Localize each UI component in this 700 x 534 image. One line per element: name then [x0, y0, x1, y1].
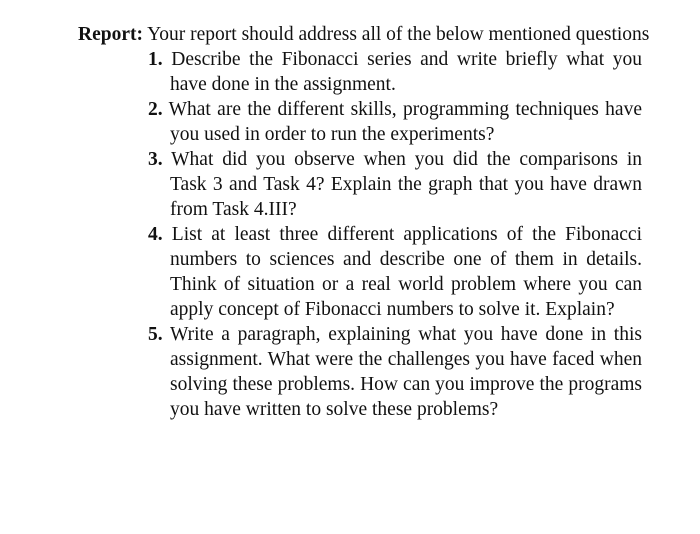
- report-section: [78, 22, 650, 422]
- question-number: 1.: [148, 49, 163, 70]
- question-item: [148, 47, 642, 97]
- question-number: 5.: [148, 324, 163, 345]
- question-item: [148, 322, 642, 422]
- report-intro-text: Your report should address all of the below mentioned questions: [147, 24, 650, 45]
- question-item: [148, 147, 642, 222]
- question-text: Describe the Fibonacci series and write briefly what you have done in the assignment.: [170, 49, 642, 95]
- question-text: What did you observe when you did the comparisons in Task 3 and Task 4? Explain the graph that you have drawn from Task 4.III?: [170, 149, 643, 220]
- question-item: [148, 222, 642, 322]
- question-number: 2.: [148, 99, 163, 120]
- questions-list: [148, 47, 642, 422]
- report-intro: [78, 22, 650, 47]
- question-item: [148, 97, 642, 147]
- report-heading: Report:: [78, 24, 143, 45]
- question-text: What are the different skills, programming techniques have you used in order to run the experiments?: [168, 99, 642, 145]
- question-text: List at least three different applications of the Fibonacci numbers to sciences and describe one of them in details. Think of situation or a real world problem where you can apply concept of Fibonacci numbers to solve it. Explain?: [170, 224, 643, 320]
- question-number: 3.: [148, 149, 163, 170]
- question-number: 4.: [148, 224, 163, 245]
- question-text: Write a paragraph, explaining what you have done in this assignment. What were the challenges you have faced when solving these problems. How can you improve the programs you have written to solve these problems?: [169, 324, 642, 420]
